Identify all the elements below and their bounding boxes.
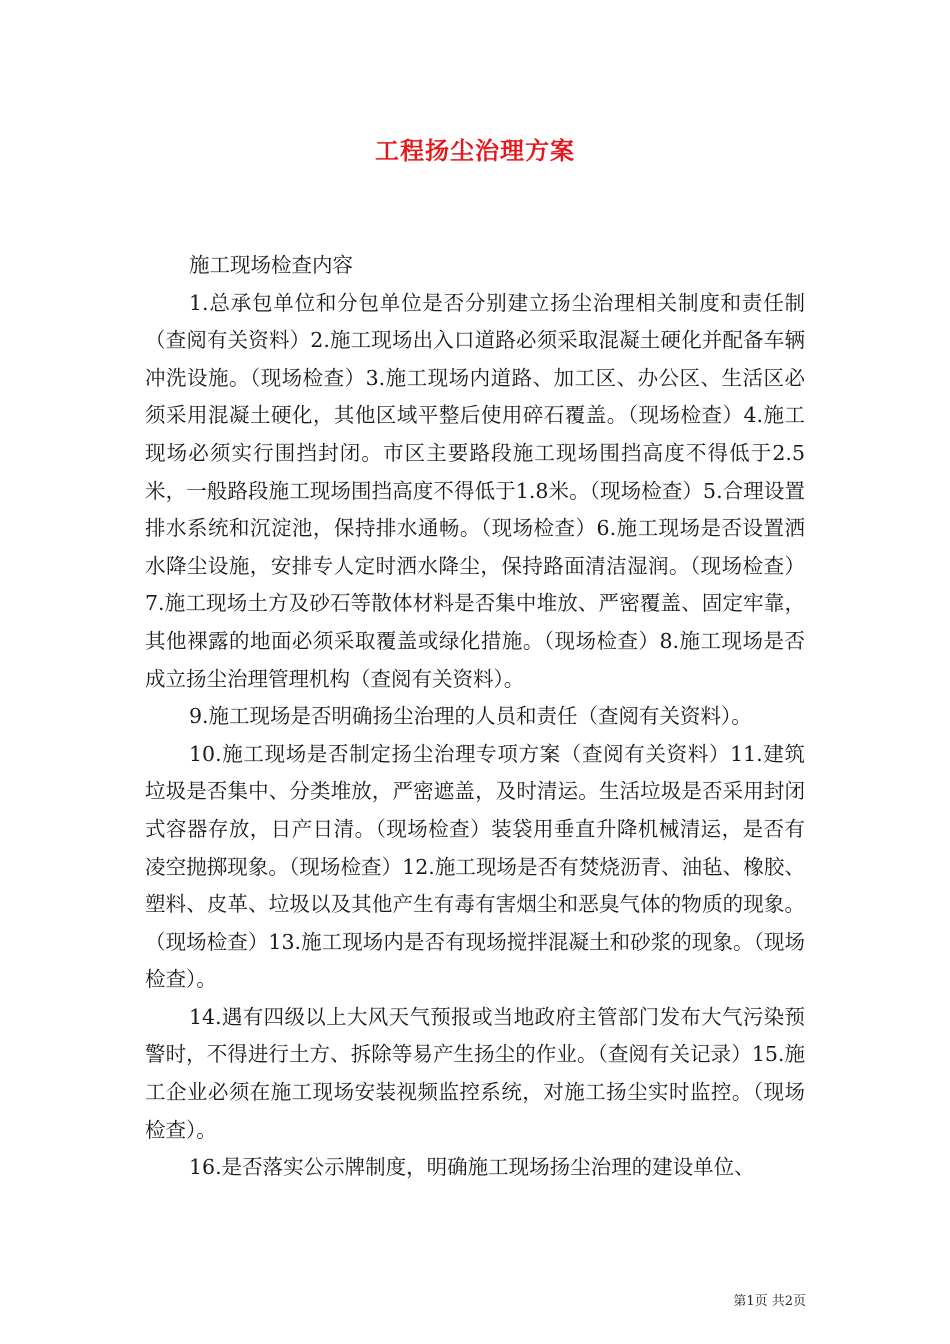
document-body	[145, 247, 805, 1187]
paragraph-4: 14.遇有四级以上大风天气预报或当地政府主管部门发布大气污染预警时，不得进行土方、拆除等易产生扬尘的作业。（查阅有关记录）15.施工企业必须在施工现场安装视频监控系统，对施工扬尘实时监控。（现场检查）。	[145, 1004, 805, 1142]
page-footer: 第1页 共2页	[733, 1294, 806, 1309]
section-heading: 施工现场检查内容	[189, 253, 353, 277]
paragraph-5: 16.是否落实公示牌制度，明确施工现场扬尘治理的建设单位、	[189, 1155, 755, 1180]
paragraph-3: 10.施工现场是否制定扬尘治理专项方案（查阅有关资料）11.建筑垃圾是否集中、分类堆放，严密遮盖，及时清运。生活垃圾是否采用封闭式容器存放，日产日清。（现场检查）装袋用垂直升降机械清运，是否有凌空抛掷现象。（现场检查）12.施工现场是否有焚烧沥青、油毡、橡胶、塑料、皮革、垃圾以及其他产生有毒有害烟尘和恶臭气体的物质的现象。（现场检查）13.施工现场内是否有现场搅拌混凝土和砂浆的现象。（现场检查）。	[145, 741, 805, 992]
paragraph-2: 9.施工现场是否明确扬尘治理的人员和责任（查阅有关资料）。	[189, 704, 752, 729]
document-title: 工程扬尘治理方案	[375, 136, 575, 165]
paragraph-1: 1.总承包单位和分包单位是否分别建立扬尘治理相关制度和责任制（查阅有关资料）2.施工现场出入口道路必须采取混凝土硬化并配备车辆冲洗设施。（现场检查）3.施工现场内道路、加工区、办公区、生活区必须采用混凝土硬化，其他区域平整后使用碎石覆盖。（现场检查）4.施工现场必须实行围挡封闭。市区主要路段施工现场围挡高度不得低于2.5米，一般路段施工现场围挡高度不得低于1.8米。（现场检查）5.合理设置排水系统和沉淀池，保持排水通畅。（现场检查）6.施工现场是否设置洒水降尘设施，安排专人定时洒水降尘，保持路面清洁湿润。（现场检查）7.施工现场土方及砂石等散体材料是否集中堆放、严密覆盖、固定牢靠，其他裸露的地面必须采取覆盖或绿化措施。（现场检查）8.施工现场是否成立扬尘治理管理机构（查阅有关资料）。	[145, 290, 805, 691]
